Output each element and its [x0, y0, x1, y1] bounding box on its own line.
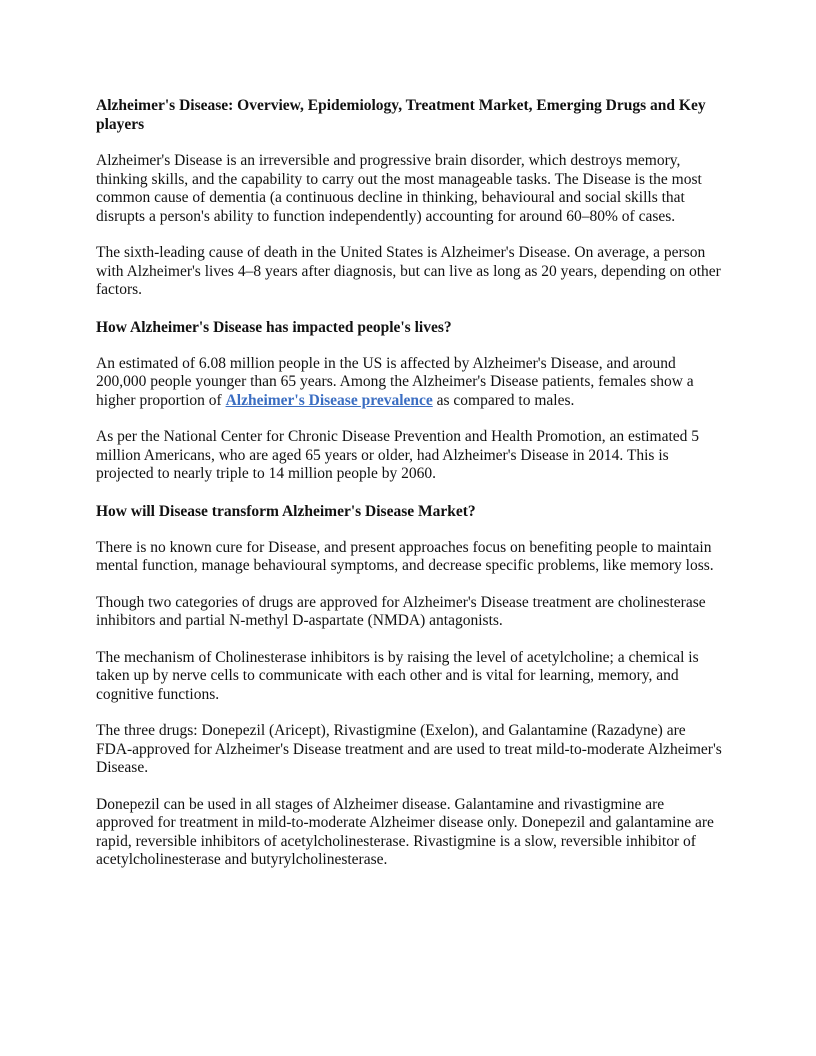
intro-paragraph-1: Alzheimer's Disease is an irreversible and progressive brain disorder, which destroys memory, thinking skills, and the capability to carry out the most manageable tasks. The Disease is the most common cause of dementia (a continuous decline in thinking, behavioural and social skills that disrupts a person's ability to function independently) accounting for around 60–80% of cases. [96, 152, 702, 225]
document-title: Alzheimer's Disease: Overview, Epidemiology, Treatment Market, Emerging Drugs and Key players [96, 97, 706, 133]
market-paragraph-2: Though two categories of drugs are approved for Alzheimer's Disease treatment are cholinesterase inhibitors and partial N-methyl D-aspartate (NMDA) antagonists. [96, 593, 706, 629]
intro-paragraph-2: The sixth-leading cause of death in the United States is Alzheimer's Disease. On average, a person with Alzheimer's lives 4–8 years after diagnosis, but can live as long as 20 years, depending on other factors. [96, 244, 721, 298]
impact-paragraph-2: As per the National Center for Chronic Disease Prevention and Health Promotion, an estimated 5 million Americans, who are aged 65 years or older, had Alzheimer's Disease in 2014. This is projected to nearly triple to 14 million people by 2060. [96, 428, 700, 482]
document-page [96, 96, 722, 888]
impact-paragraph-1-text-start: An estimated of 6.08 million people in the US is affected by Alzheimer's Disease, and around 200,000 people younger than 65 years. Among the Alzheimer's Disease patients, females show a higher proportion of [96, 354, 694, 409]
impact-paragraph-1-text-end: as compared to males. [432, 391, 575, 409]
market-paragraph-3: The mechanism of Cholinesterase inhibitors is by raising the level of acetylcholine; a chemical is taken up by nerve cells to communicate with each other and is vital for learning, memory, and cognitive functions. [96, 648, 699, 703]
section-heading-market: How will Disease transform Alzheimer's Disease Market? [96, 502, 476, 520]
market-paragraph-5: Donepezil can be used in all stages of Alzheimer disease. Galantamine and rivastigmine are approved for treatment in mild-to-moderate Alzheimer disease only. Donepezil and galantamine are rapid, reversible inhibitors of acetylcholinesterase. Rivastigmine is a slow, reversible inhibitor of acetylcholinesterase and butyrylcholinesterase. [96, 795, 714, 868]
impact-paragraph-1 [96, 355, 722, 411]
prevalence-link[interactable]: Alzheimer's Disease prevalence [225, 391, 433, 409]
section-heading-impact: How Alzheimer's Disease has impacted people's lives? [96, 318, 452, 336]
market-paragraph-1: There is no known cure for Disease, and present approaches focus on benefiting people to maintain mental function, manage behavioural symptoms, and decrease specific problems, like memory loss. [96, 538, 714, 574]
market-paragraph-4: The three drugs: Donepezil (Aricept), Rivastigmine (Exelon), and Galantamine (Razadyne) are FDA-approved for Alzheimer's Disease treatment and are used to treat mild-to-moderate Alzheimer's Disease. [96, 722, 722, 776]
